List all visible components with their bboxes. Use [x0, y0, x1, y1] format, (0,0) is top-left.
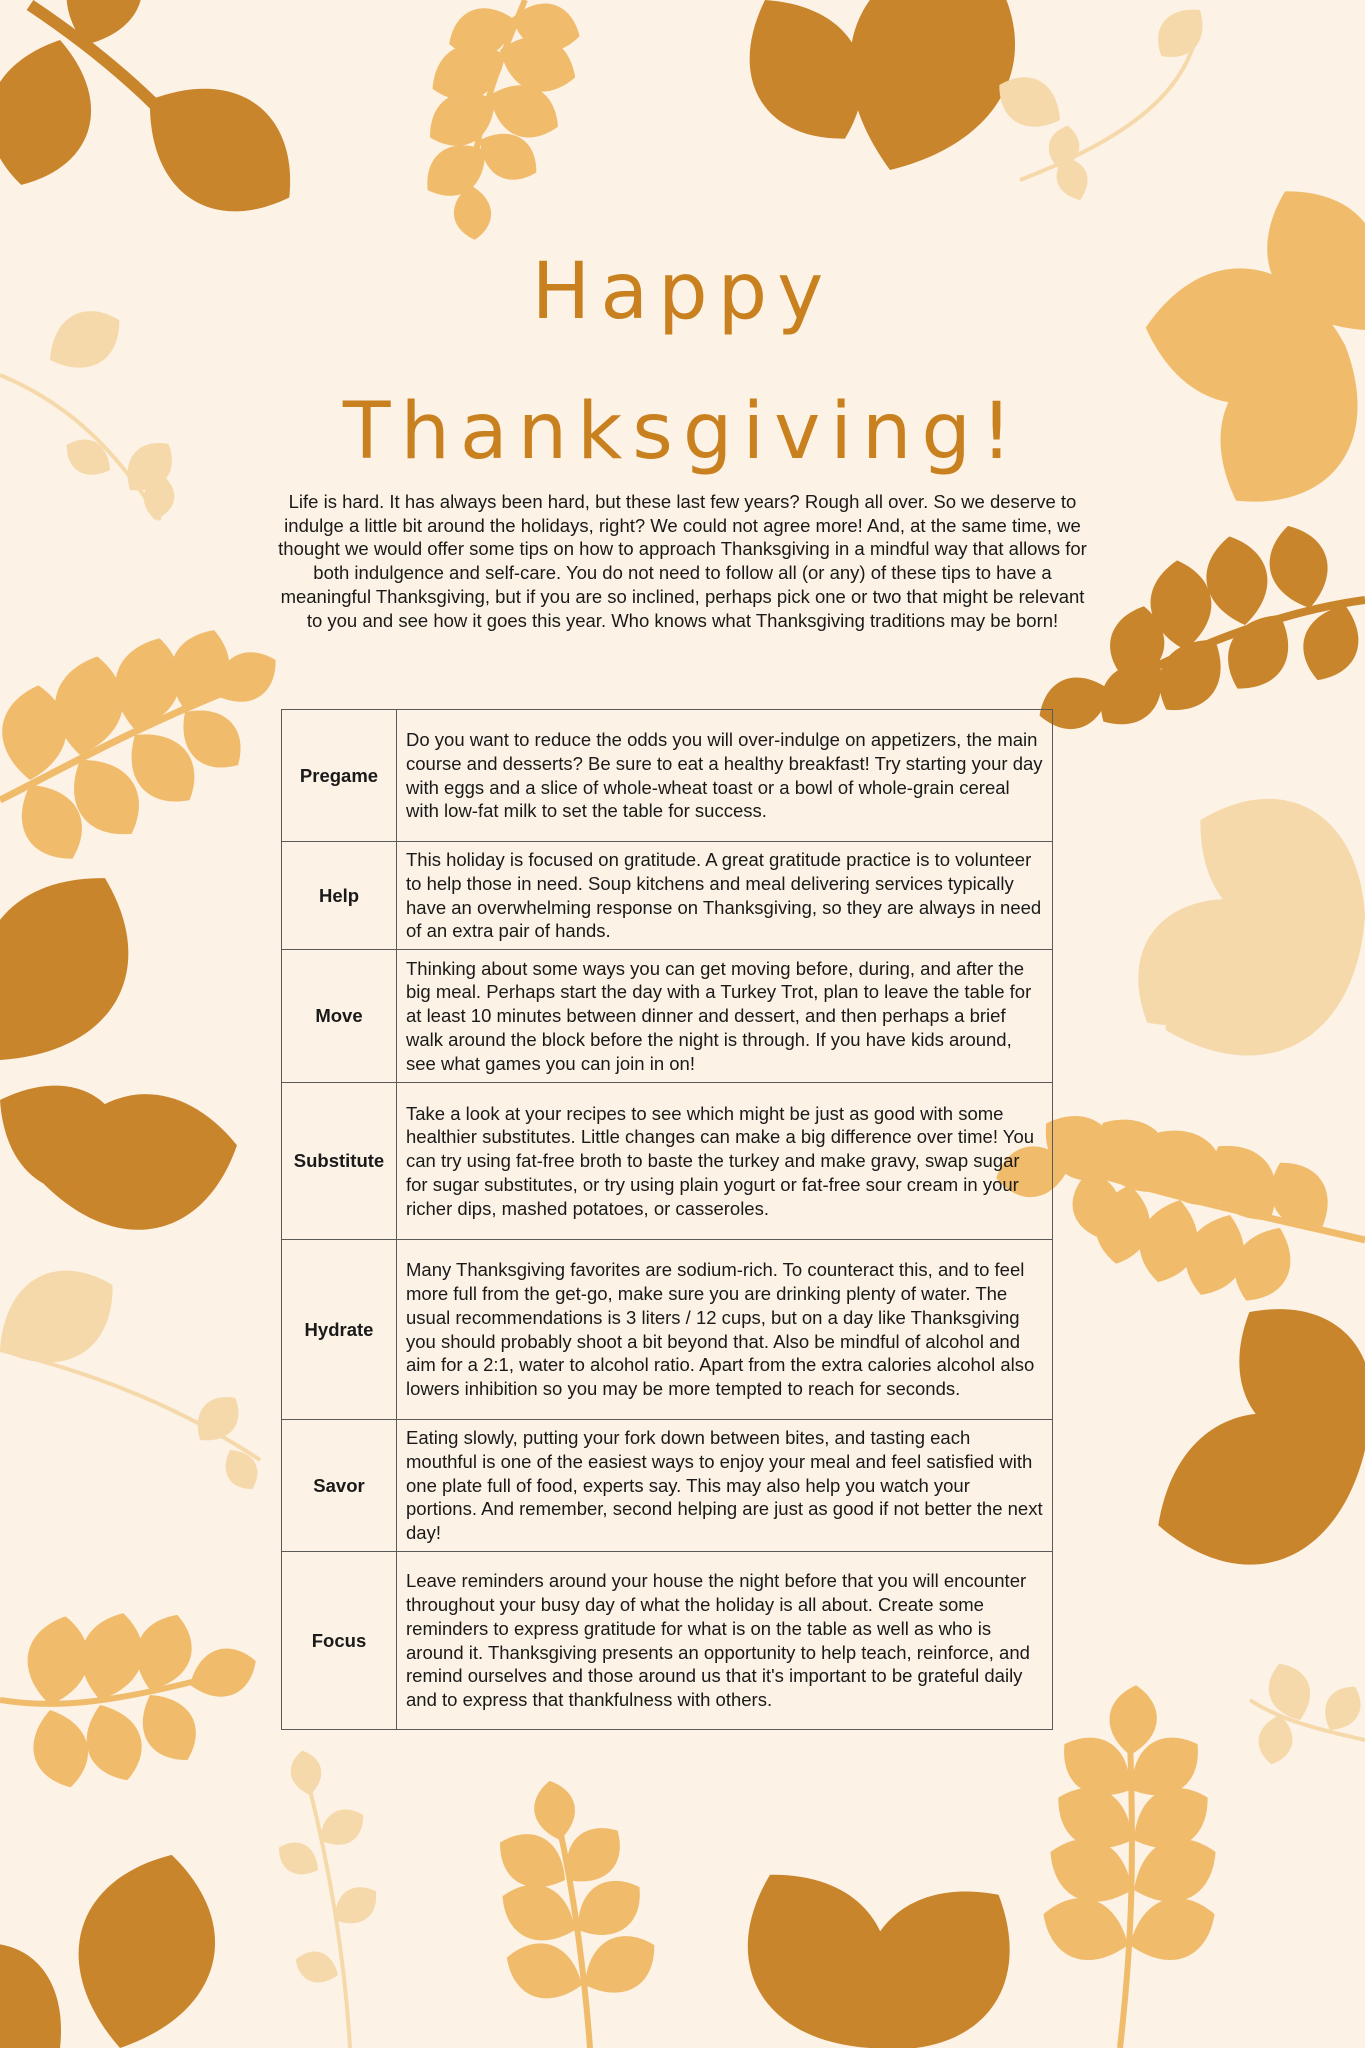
- tip-description: Leave reminders around your house the night before that you will encounter throughout your busy day of what the holiday is all about. Create some reminders to express gratitude for what is on the table as well as who is around it. Thanksgiving presents an opportunity to help teach, reinforce, and remind ourselves and those around us that it's important to be grateful daily and to express that thankfulness with others.: [397, 1552, 1053, 1730]
- table-row: [282, 1083, 1053, 1240]
- leaf-icon: [0, 1837, 237, 2048]
- page-title: [0, 222, 1365, 502]
- tip-description: Take a look at your recipes to see which might be just as good with some healthier substitutes. Little changes can make a big difference over time! You can try using fat-free broth to baste the turkey and make gravy, swap sugar for sugar substitutes, or try using plain yogurt or fat-free sour cream in your richer dips, mashed potatoes, or casseroles.: [397, 1083, 1053, 1240]
- tip-label: Focus: [282, 1552, 397, 1730]
- leaf-icon: [988, 0, 1216, 205]
- leaf-icon: [271, 1748, 385, 2048]
- leaf-icon: [0, 620, 287, 873]
- tip-description: Many Thanksgiving favorites are sodium-rich. To counteract this, and to feel more full from the get-go, make sure you are drinking plenty of water. The usual recommendations is 3 liters / 12 cups, but on a day like Thanksgiving you should probably shoot a bit beyond that. Also be mindful of alcohol and aim for a 2:1, water to alcohol ratio. Apart from the extra calories alcohol also lowers inhibition so you may be more tempted to reach for seconds.: [397, 1240, 1053, 1420]
- tip-description: Eating slowly, putting your fork down between bites, and tasting each mouthful is one of the easiest ways to enjoy your meal and feel satisfied with one plate full of food, experts say. This may also help you watch your portions. And remember, second helping are just as good if not better the next day!: [397, 1420, 1053, 1552]
- tip-label: Savor: [282, 1420, 397, 1552]
- leaf-icon: [0, 0, 322, 245]
- tip-label: Hydrate: [282, 1240, 397, 1420]
- leaf-icon: [0, 1605, 264, 1794]
- tip-label: Substitute: [282, 1083, 397, 1240]
- leaf-icon: [1133, 1273, 1365, 1595]
- leaf-icon: [414, 0, 586, 241]
- tip-description: This holiday is focused on gratitude. A great gratitude practice is to volunteer to help those in need. Soup kitchens and meal delivering services typically have an overwhelming response on Thanksgiving, so they are always in need of an extra pair of hands.: [397, 842, 1053, 950]
- intro-paragraph: Life is hard. It has always been hard, but these last few years? Rough all over. So we deserve to indulge a little bit around the holidays, right? We could not agree more! And, at the same time, we thought we would offer some tips on how to approach Thanksgiving in a mindful way that allows for both indulgence and self-care. You do not need to follow all (or any) of these tips to have a meaningful Thanksgiving, but if you are so inclined, perhaps pick one or two that might be relevant to you and see how it goes this year. Who knows what Thanksgiving traditions may be born!: [278, 491, 1087, 631]
- tip-description: Do you want to reduce the odds you will over-indulge on appetizers, the main course and desserts? Be sure to eat a healthy breakfast! Try starting your day with eggs and a slice of whole-wheat toast or a bowl of whole-grain cereal with low-fat milk to set the table for success.: [397, 710, 1053, 842]
- table-row: [282, 710, 1053, 842]
- title-line-2: Thanksgiving!: [342, 387, 1023, 477]
- title-line-1: Happy: [531, 247, 834, 337]
- leaf-icon: [0, 843, 249, 1247]
- table-row: [282, 1420, 1053, 1552]
- tip-label: Help: [282, 842, 397, 950]
- leaf-icon: [0, 1247, 266, 1497]
- tip-label: Pregame: [282, 710, 397, 842]
- leaf-icon: [1033, 1683, 1228, 2048]
- tips-table: [281, 709, 1053, 1730]
- table-row: [282, 842, 1053, 950]
- table-row: [282, 1552, 1053, 1730]
- table-row: [282, 1240, 1053, 1420]
- tip-description: Thinking about some ways you can get moving before, during, and after the big meal. Perhaps start the day with a Turkey Trot, plan to leave the table for at least 10 minutes between dinner and dessert, and then perhaps a brief walk around the block before the night is through. If you have kids around, see what games you can join in on!: [397, 950, 1053, 1083]
- leaf-icon: [1250, 1657, 1365, 1767]
- leaf-icon: [718, 0, 1048, 198]
- tip-label: Move: [282, 950, 397, 1083]
- table-row: [282, 950, 1053, 1083]
- leaf-icon: [712, 1841, 1051, 2048]
- leaf-icon: [487, 1777, 667, 2048]
- leaf-icon: [1106, 764, 1365, 1097]
